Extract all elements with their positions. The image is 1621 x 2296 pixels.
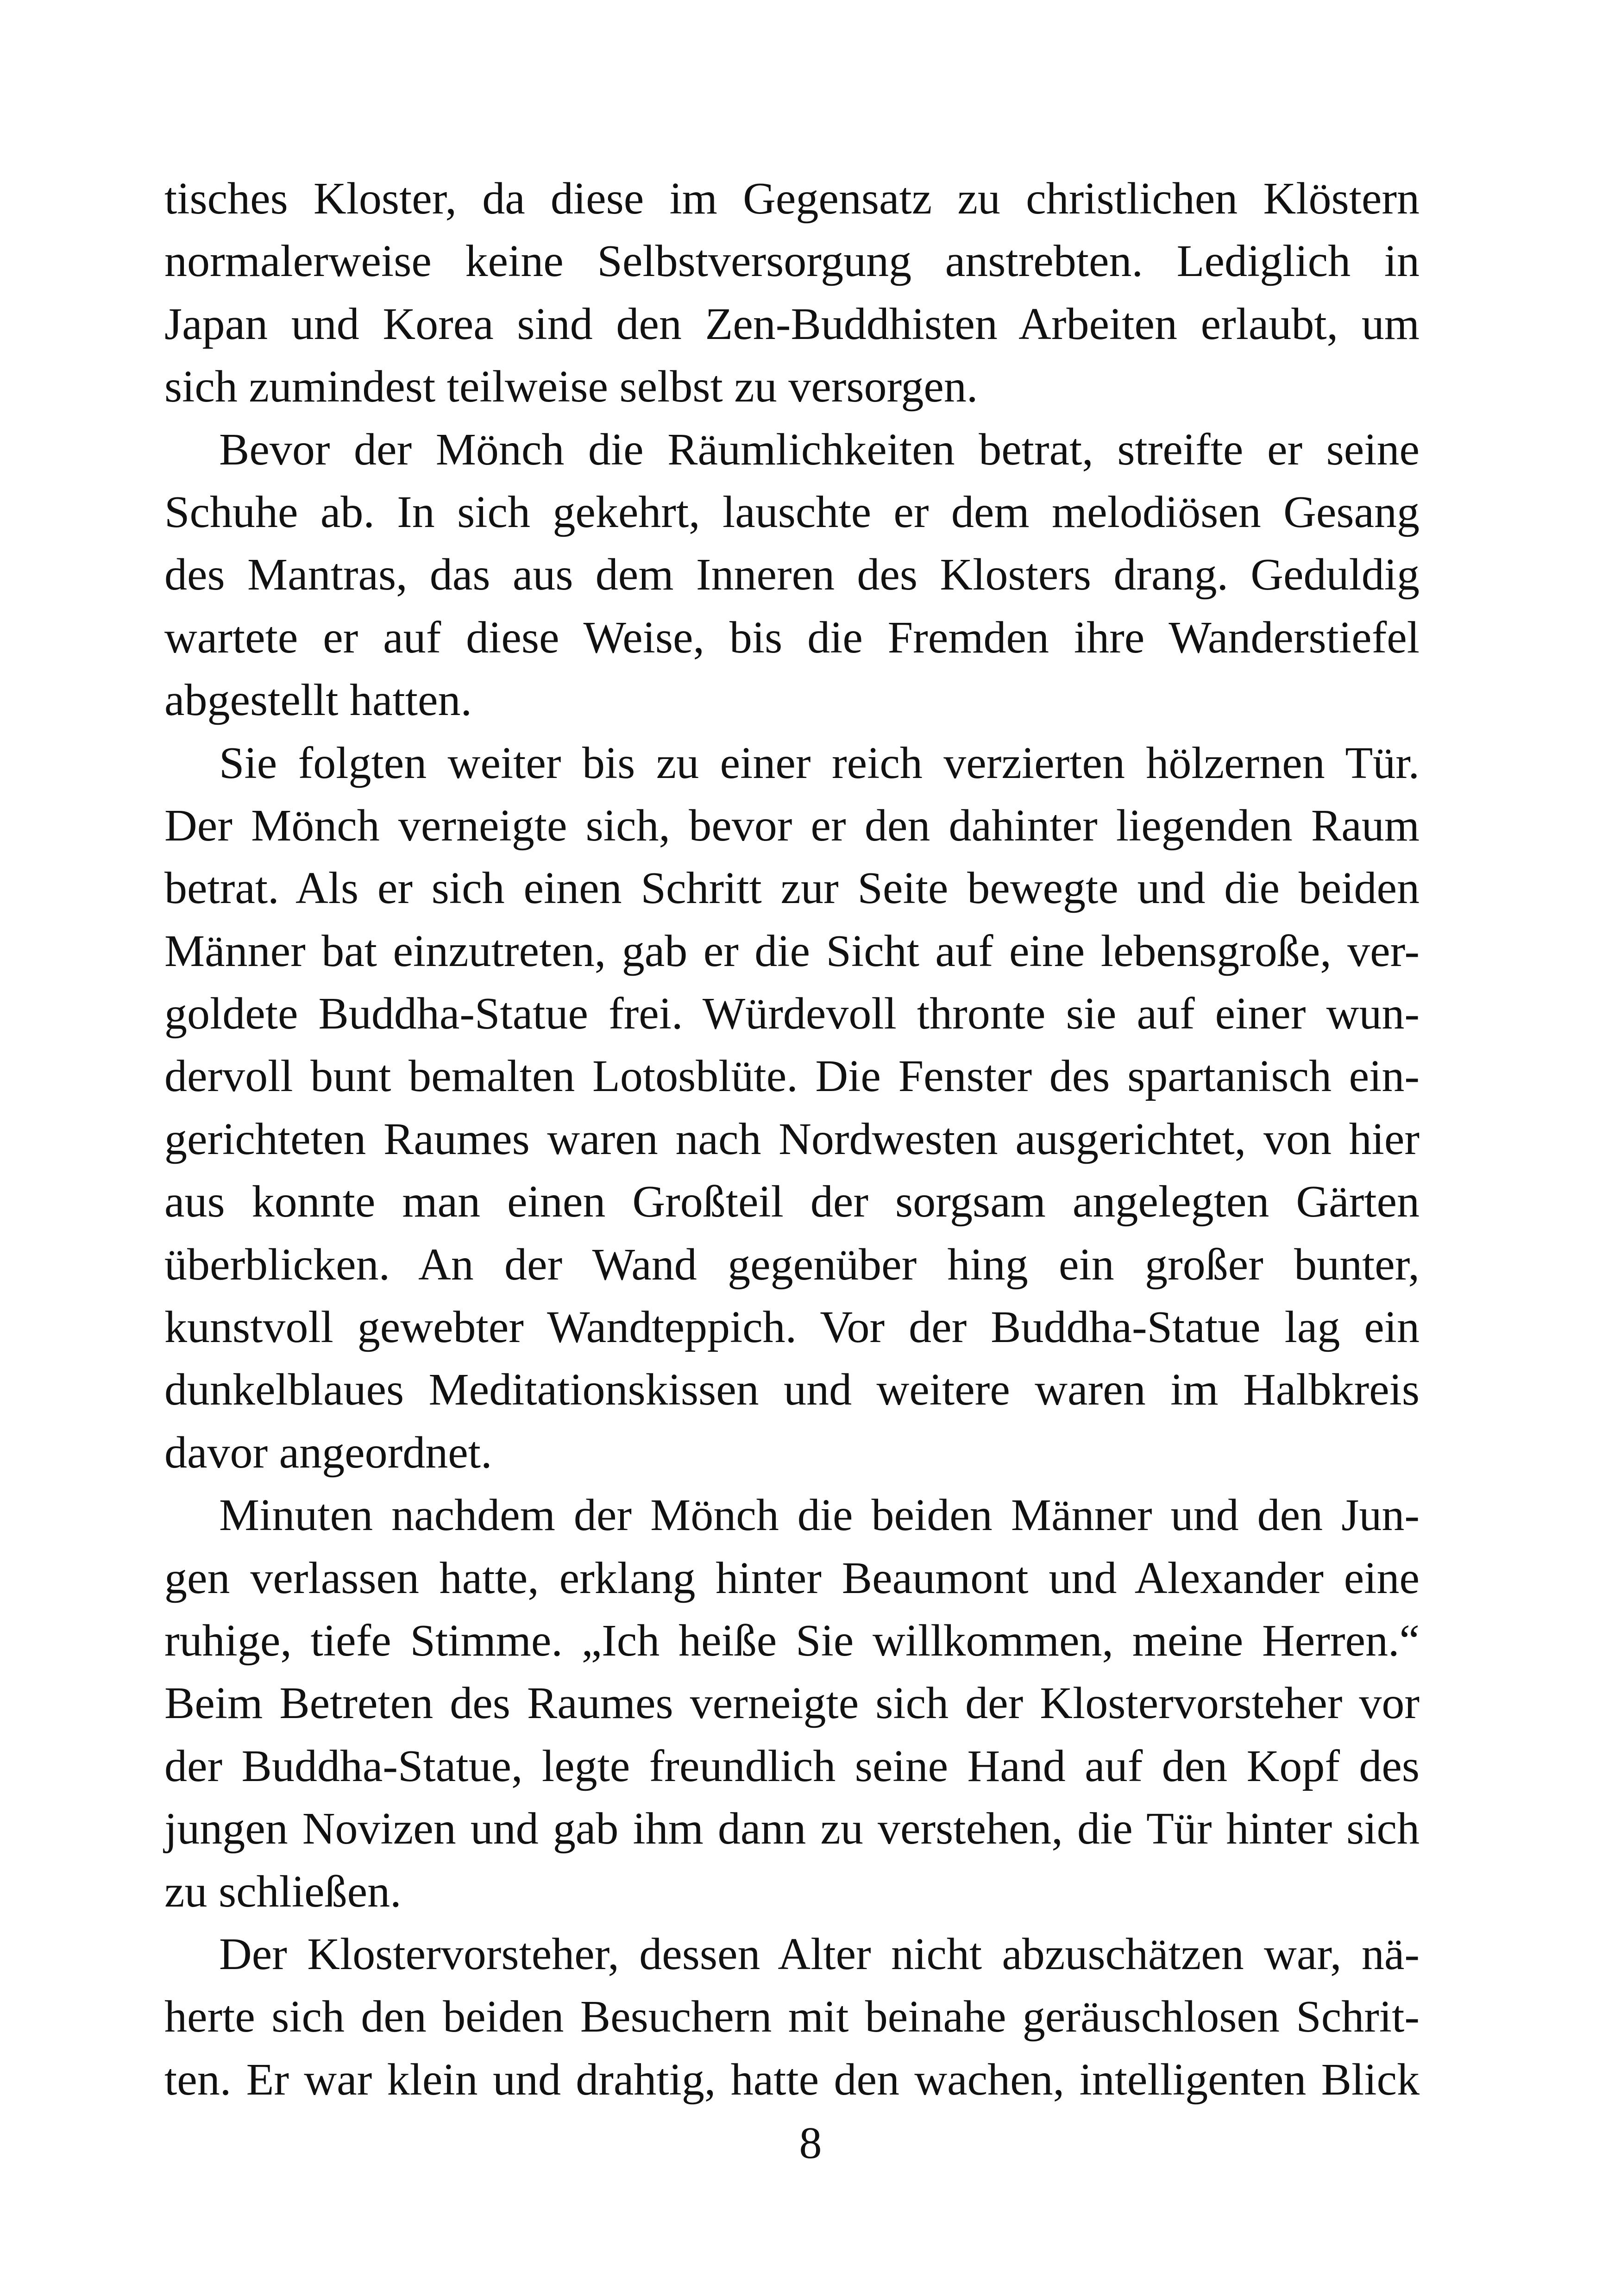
text-line: herte sich den beiden Besuchern mit beinahe geräuschlosen Schrit- bbox=[164, 1992, 1420, 2042]
text-line: zu schließen. bbox=[164, 1866, 402, 1917]
body-text bbox=[164, 168, 1420, 2111]
text-line: gen verlassen hatte, erklang hinter Beaumont und Alexander eine bbox=[164, 1553, 1420, 1603]
text-line: Der Klostervorsteher, dessen Alter nicht abzuschätzen war, nä- bbox=[219, 1929, 1420, 1979]
text-line: wartete er auf diese Weise, bis die Fremden ihre Wanderstiefel bbox=[164, 612, 1420, 663]
text-line: kunstvoll gewebter Wandteppich. Vor der Buddha-Statue lag ein bbox=[164, 1302, 1420, 1353]
text-line: Beim Betreten des Raumes verneigte sich der Klostervorsteher vor bbox=[164, 1678, 1420, 1729]
text-line: Japan und Korea sind den Zen-Buddhisten Arbeiten erlaubt, um bbox=[164, 299, 1420, 349]
text-line: betrat. Als er sich einen Schritt zur Seite bewegte und die beiden bbox=[164, 863, 1420, 914]
text-line: dunkelblaues Meditationskissen und weitere waren im Halbkreis bbox=[164, 1365, 1420, 1415]
text-line: abgestellt hatten. bbox=[164, 675, 472, 726]
text-line: Männer bat einzutreten, gab er die Sicht auf eine lebensgroße, ver- bbox=[164, 926, 1420, 976]
text-line: aus konnte man einen Großteil der sorgsam angelegten Gärten bbox=[164, 1177, 1420, 1227]
text-line: der Buddha-Statue, legte freundlich seine Hand auf den Kopf des bbox=[164, 1741, 1420, 1791]
text-line: Minuten nachdem der Mönch die beiden Männer und den Jun- bbox=[219, 1490, 1420, 1541]
text-line: dervoll bunt bemalten Lotosblüte. Die Fenster des spartanisch ein- bbox=[164, 1051, 1420, 1102]
text-line: gerichteten Raumes waren nach Nordwesten ausgerichtet, von hier bbox=[164, 1114, 1420, 1164]
text-line: überblicken. An der Wand gegenüber hing ein großer bunter, bbox=[164, 1239, 1420, 1290]
text-line: jungen Novizen und gab ihm dann zu verstehen, die Tür hinter sich bbox=[164, 1804, 1420, 1854]
text-line: Sie folgten weiter bis zu einer reich verzierten hölzernen Tür. bbox=[219, 738, 1420, 788]
text-line: Bevor der Mönch die Räumlichkeiten betrat, streifte er seine bbox=[219, 424, 1420, 475]
text-line: Der Mönch verneigte sich, bevor er den dahinter liegenden Raum bbox=[164, 800, 1420, 851]
text-line: des Mantras, das aus dem Inneren des Klosters drang. Geduldig bbox=[164, 550, 1420, 600]
text-line: goldete Buddha-Statue frei. Würdevoll thronte sie auf einer wun- bbox=[164, 989, 1420, 1039]
text-line: Schuhe ab. In sich gekehrt, lauschte er dem melodiösen Gesang bbox=[164, 487, 1420, 537]
text-line: ruhige, tiefe Stimme. „Ich heiße Sie willkommen, meine Herren.“ bbox=[164, 1615, 1420, 1666]
page-number: 8 bbox=[799, 2118, 822, 2168]
text-line: normalerweise keine Selbstversorgung anstrebten. Lediglich in bbox=[164, 236, 1420, 287]
text-line: sich zumindest teilweise selbst zu versorgen. bbox=[164, 362, 978, 412]
text-line: ten. Er war klein und drahtig, hatte den wachen, intelligenten Blick bbox=[164, 2054, 1420, 2105]
text-line: davor angeordnet. bbox=[164, 1427, 492, 1478]
text-line: tisches Kloster, da diese im Gegensatz zu christlichen Klöstern bbox=[164, 174, 1420, 224]
